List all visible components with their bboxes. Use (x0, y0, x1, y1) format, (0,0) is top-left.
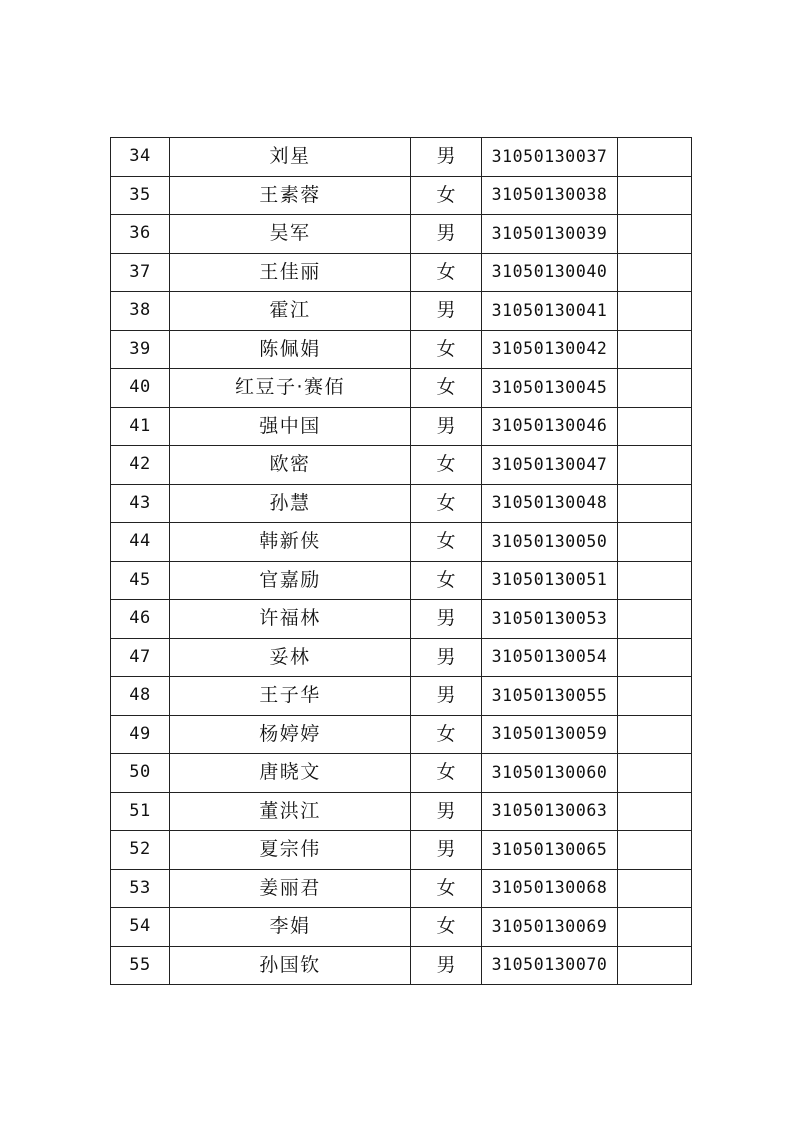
table-row (111, 600, 692, 639)
person-name: 红豆子·赛佰 (170, 369, 411, 408)
gender: 女 (411, 369, 482, 408)
gender: 女 (411, 523, 482, 562)
row-number: 52 (111, 831, 170, 870)
person-name: 刘星 (170, 138, 411, 177)
row-number: 53 (111, 869, 170, 908)
remark-cell (618, 138, 692, 177)
table-row (111, 446, 692, 485)
gender: 女 (411, 446, 482, 485)
gender: 女 (411, 176, 482, 215)
row-number: 35 (111, 176, 170, 215)
person-name: 夏宗伟 (170, 831, 411, 870)
gender: 女 (411, 869, 482, 908)
row-number: 44 (111, 523, 170, 562)
row-number: 49 (111, 715, 170, 754)
row-number: 51 (111, 792, 170, 831)
person-name: 王素蓉 (170, 176, 411, 215)
student-id: 31050130047 (482, 446, 618, 485)
student-id: 31050130053 (482, 600, 618, 639)
table-row (111, 253, 692, 292)
row-number: 40 (111, 369, 170, 408)
person-name: 杨婷婷 (170, 715, 411, 754)
remark-cell (618, 908, 692, 947)
student-id: 31050130050 (482, 523, 618, 562)
row-number: 45 (111, 561, 170, 600)
person-name: 陈佩娟 (170, 330, 411, 369)
person-name: 李娟 (170, 908, 411, 947)
table-row (111, 138, 692, 177)
student-id: 31050130042 (482, 330, 618, 369)
table-row (111, 292, 692, 331)
row-number: 55 (111, 946, 170, 985)
person-name: 霍江 (170, 292, 411, 331)
student-id: 31050130063 (482, 792, 618, 831)
table-row (111, 369, 692, 408)
remark-cell (618, 330, 692, 369)
student-id: 31050130054 (482, 638, 618, 677)
row-number: 46 (111, 600, 170, 639)
remark-cell (618, 715, 692, 754)
student-id: 31050130048 (482, 484, 618, 523)
person-name: 唐晓文 (170, 754, 411, 793)
table-row (111, 831, 692, 870)
table-row (111, 638, 692, 677)
person-name: 姜丽君 (170, 869, 411, 908)
remark-cell (618, 561, 692, 600)
roster-table-body (111, 138, 692, 985)
student-id: 31050130051 (482, 561, 618, 600)
gender: 男 (411, 946, 482, 985)
student-id: 31050130060 (482, 754, 618, 793)
person-name: 吴军 (170, 215, 411, 254)
table-row (111, 908, 692, 947)
person-name: 王子华 (170, 677, 411, 716)
gender: 男 (411, 792, 482, 831)
remark-cell (618, 677, 692, 716)
person-name: 欧密 (170, 446, 411, 485)
gender: 女 (411, 484, 482, 523)
student-id: 31050130068 (482, 869, 618, 908)
gender: 男 (411, 677, 482, 716)
student-id: 31050130070 (482, 946, 618, 985)
person-name: 孙国钦 (170, 946, 411, 985)
remark-cell (618, 292, 692, 331)
student-id: 31050130040 (482, 253, 618, 292)
student-id: 31050130046 (482, 407, 618, 446)
row-number: 50 (111, 754, 170, 793)
table-row (111, 215, 692, 254)
student-id: 31050130059 (482, 715, 618, 754)
remark-cell (618, 407, 692, 446)
row-number: 47 (111, 638, 170, 677)
person-name: 妥林 (170, 638, 411, 677)
remark-cell (618, 792, 692, 831)
remark-cell (618, 869, 692, 908)
gender: 女 (411, 754, 482, 793)
remark-cell (618, 600, 692, 639)
student-id: 31050130041 (482, 292, 618, 331)
person-name: 董洪江 (170, 792, 411, 831)
gender: 男 (411, 138, 482, 177)
row-number: 42 (111, 446, 170, 485)
table-row (111, 561, 692, 600)
row-number: 37 (111, 253, 170, 292)
remark-cell (618, 946, 692, 985)
row-number: 36 (111, 215, 170, 254)
remark-cell (618, 831, 692, 870)
table-row (111, 484, 692, 523)
person-name: 韩新侠 (170, 523, 411, 562)
row-number: 43 (111, 484, 170, 523)
table-row (111, 946, 692, 985)
gender: 女 (411, 715, 482, 754)
remark-cell (618, 446, 692, 485)
table-row (111, 754, 692, 793)
table-row (111, 869, 692, 908)
row-number: 48 (111, 677, 170, 716)
remark-cell (618, 215, 692, 254)
row-number: 39 (111, 330, 170, 369)
table-row (111, 330, 692, 369)
student-id: 31050130069 (482, 908, 618, 947)
person-name: 许福林 (170, 600, 411, 639)
roster-table (110, 137, 692, 985)
remark-cell (618, 754, 692, 793)
table-row (111, 792, 692, 831)
row-number: 41 (111, 407, 170, 446)
row-number: 38 (111, 292, 170, 331)
gender: 男 (411, 638, 482, 677)
student-id: 31050130065 (482, 831, 618, 870)
table-row (111, 523, 692, 562)
student-id: 31050130055 (482, 677, 618, 716)
person-name: 孙慧 (170, 484, 411, 523)
remark-cell (618, 638, 692, 677)
student-id: 31050130039 (482, 215, 618, 254)
remark-cell (618, 523, 692, 562)
remark-cell (618, 484, 692, 523)
table-row (111, 176, 692, 215)
gender: 男 (411, 292, 482, 331)
gender: 女 (411, 908, 482, 947)
person-name: 王佳丽 (170, 253, 411, 292)
person-name: 官嘉励 (170, 561, 411, 600)
remark-cell (618, 176, 692, 215)
gender: 女 (411, 330, 482, 369)
gender: 男 (411, 831, 482, 870)
gender: 女 (411, 253, 482, 292)
gender: 男 (411, 600, 482, 639)
row-number: 34 (111, 138, 170, 177)
remark-cell (618, 369, 692, 408)
person-name: 强中国 (170, 407, 411, 446)
remark-cell (618, 253, 692, 292)
table-row (111, 715, 692, 754)
student-id: 31050130045 (482, 369, 618, 408)
gender: 男 (411, 407, 482, 446)
gender: 男 (411, 215, 482, 254)
table-row (111, 677, 692, 716)
row-number: 54 (111, 908, 170, 947)
student-id: 31050130037 (482, 138, 618, 177)
gender: 女 (411, 561, 482, 600)
table-row (111, 407, 692, 446)
student-id: 31050130038 (482, 176, 618, 215)
